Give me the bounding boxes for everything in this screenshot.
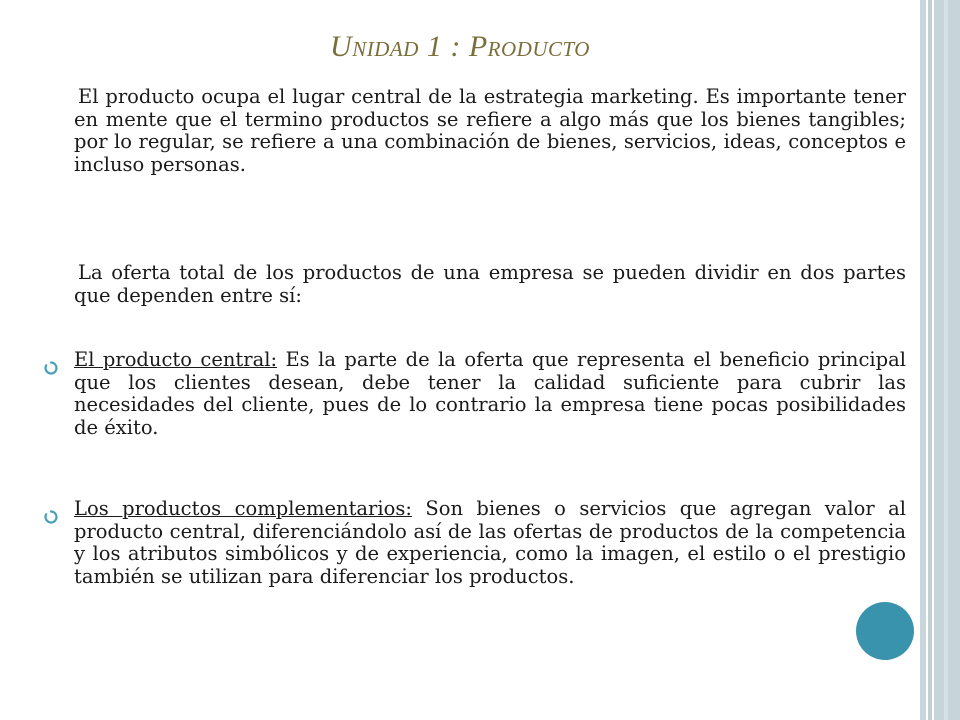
- intro-paragraph: El producto ocupa el lugar central de la estrategia marketing. Es importante tener en mente que el termino productos se refiere a algo más que los bienes tangibles; por lo regular, se refiere a una combinación de bienes, servicios, ideas, conceptos e incluso personas.: [74, 85, 906, 176]
- ring-bullet-icon: [44, 510, 58, 524]
- bullet-text: Son bienes o servicios que agregan valor al producto central, diferenciándolo así de las ofertas de productos de la competencia y los atributos simbólicos y de experiencia, como la imagen, el estilo o el prestigio también se utilizan para diferenciar los productos.: [74, 497, 906, 588]
- bullet-complementary-products: [74, 498, 906, 588]
- ring-bullet-icon: [44, 361, 58, 375]
- slide-title: Unidad 1 : Producto: [330, 30, 590, 63]
- accent-circle: [856, 602, 914, 660]
- bullet-term: Los productos complementarios:: [74, 497, 412, 520]
- bullet-core-product: [74, 349, 906, 439]
- side-stripe-highlight: [944, 0, 948, 720]
- bullet-text: Es la parte de la oferta que representa el beneficio principal que los clientes desean, debe tener la calidad suficiente para cubrir las necesidades del cliente, pues de lo contrario la empresa tiene pocas posibilidades de éxito.: [74, 348, 906, 439]
- bullet-term: El producto central:: [74, 348, 278, 371]
- offer-paragraph: La oferta total de los productos de una empresa se pueden dividir en dos partes que dependen entre sí:: [74, 261, 906, 307]
